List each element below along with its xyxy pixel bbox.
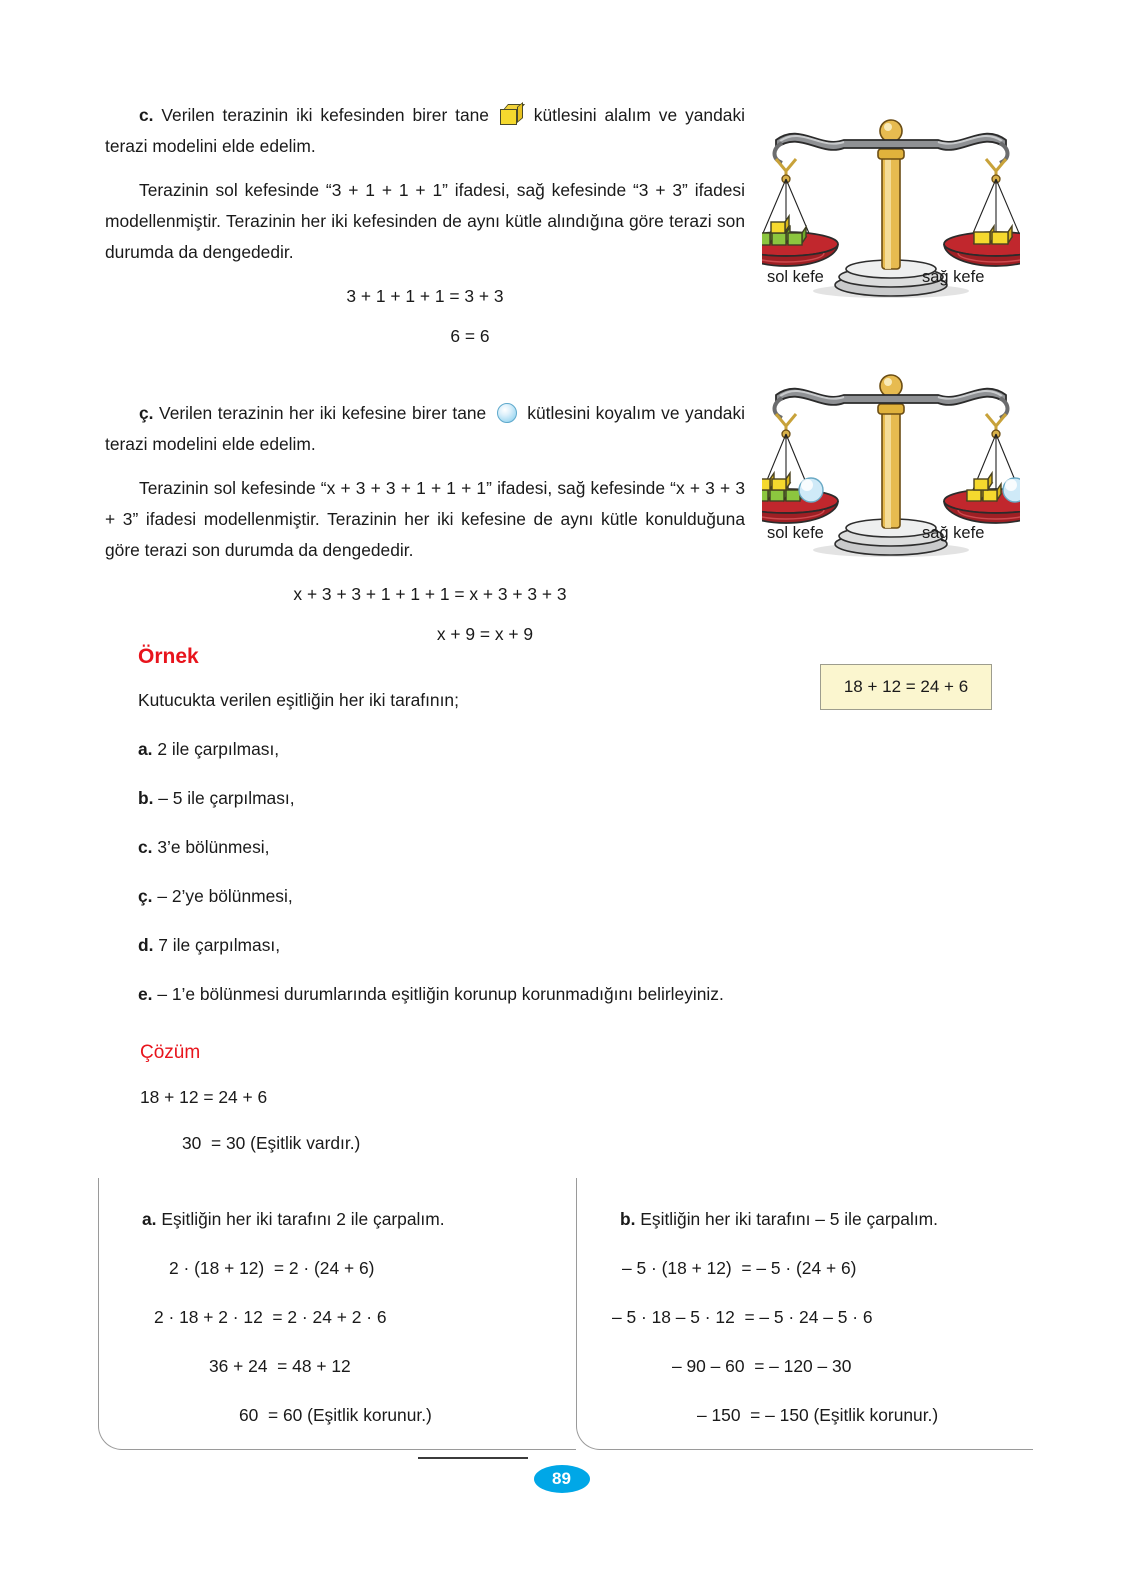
ornek-item-a [138,737,918,761]
solution-box-b-label: b. [620,1209,636,1229]
ornek-prompt: Kutucukta verilen eşitliğin her iki tarafının; [138,690,459,710]
ornek-item-a-label: a. [138,739,153,759]
ornek-item-e [138,982,918,1006]
ornek-heading: Örnek [138,645,199,668]
balance-scale-2 [762,360,1020,560]
paragraph-c-intro [105,100,745,162]
solution-box-b-step-2: – 5 · 18 – 5 · 12 = – 5 · 24 – 5 · 6 [612,1307,873,1327]
solution-box-a-label: a. [142,1209,157,1229]
equation-cc-1: x + 3 + 3 + 1 + 1 + 1 = x + 3 + 3 + 3 [293,584,567,604]
ornek-item-cc-text: – 2’ye bölünmesi, [152,886,293,906]
solution-box-a-step-1: 2 · (18 + 12) = 2 · (24 + 6) [169,1258,375,1278]
solution-box-b-step-4: – 150 = – 150 (Eşitlik korunur.) [697,1405,939,1425]
paragraph-cc-text-after: kütlesini koyalım ve yandaki terazi modelini elde edelim. [105,403,746,454]
ornek-item-d [138,933,918,957]
solution-box-a-step-2: 2 · 18 + 2 · 12 = 2 · 24 + 2 · 6 [154,1307,387,1327]
solution-box-b-step-3: – 90 – 60 = – 120 – 30 [672,1356,852,1376]
ornek-item-d-label: d. [138,935,154,955]
solution-box-b-head [577,1178,1033,1230]
ornek-item-c [138,835,918,859]
scale-1-left-label: sol kefe [767,268,824,286]
solution-box-b-head-text: Eşitliğin her iki tarafını – 5 ile çarpalım. [635,1209,938,1229]
equation-c-2: 6 = 6 [450,326,490,346]
item-label-cc: ç. [139,403,154,423]
scale-1-right-label: sağ kefe [922,268,985,286]
paragraph-c-text-before: Verilen terazinin iki kefesinden birer tane [153,105,497,125]
ornek-item-b-text: – 5 ile çarpılması, [153,788,295,808]
paragraph-cc-text-before: Verilen terazinin her iki kefesine birer tane [153,403,492,423]
solution-box-row [98,1178,1033,1450]
footer-rule [418,1457,528,1459]
cozum-body [140,1085,360,1177]
cozum-line-1: 18 + 12 = 24 + 6 [140,1087,268,1107]
cozum-heading: Çözüm [140,1042,201,1063]
item-label-c: c. [139,105,154,125]
ornek-item-a-text: 2 ile çarpılması, [152,739,280,759]
balance-scale-1 [762,105,1020,300]
solution-box-a-head-text: Eşitliğin her iki tarafını 2 ile çarpalım. [156,1209,445,1229]
main-text-column [105,100,745,650]
paragraph-c-explanation: Terazinin sol kefesinde “3 + 1 + 1 + 1” ifadesi, sağ kefesinde “3 + 3” ifadesi modellenmiştir. Terazinin her iki kefesinden de aynı kütle alındığına göre terazi son durumda da dengededir. [105,180,745,262]
solution-box-b [576,1178,1033,1450]
ornek-item-e-text: – 1’e bölünmesi durumlarında eşitliğin korunup korunmadığını belirleyiniz. [152,984,724,1004]
equation-callout-text: 18 + 12 = 24 + 6 [843,677,969,696]
ornek-item-cc [138,884,918,908]
ornek-item-c-text: 3’e bölünmesi, [152,837,270,857]
paragraph-cc-explanation: Terazinin sol kefesinde “x + 3 + 3 + 1 + 1 + 1” ifadesi, sağ kefesinde “x + 3 + 3 + 3” ifadesi modellenmiştir. Terazinin her iki kefesine de aynı kütle konulduğuna göre terazi son durumda da dengededir. [105,478,745,560]
paragraph-cc-intro [105,398,745,460]
equation-c-1: 3 + 1 + 1 + 1 = 3 + 3 [346,286,504,306]
scale-2-left-label: sol kefe [767,524,824,542]
ornek-item-b-label: b. [138,788,154,808]
ornek-item-c-label: c. [138,837,153,857]
solution-box-a-head [99,1178,576,1230]
solution-box-b-step-1: – 5 · (18 + 12) = – 5 · (24 + 6) [622,1258,857,1278]
solution-box-a [98,1178,576,1450]
solution-box-a-step-4: 60 = 60 (Eşitlik korunur.) [239,1405,432,1425]
yellow-cube-icon [500,104,523,126]
solution-box-a-step-3: 36 + 24 = 48 + 12 [209,1356,351,1376]
scale-2-right-label: sağ kefe [922,524,985,542]
ornek-item-d-text: 7 ile çarpılması, [153,935,281,955]
ornek-item-cc-label: ç. [138,886,153,906]
blue-sphere-icon [497,403,517,423]
cozum-line-2: 30 = 30 (Eşitlik vardır.) [182,1133,361,1153]
ornek-body [138,688,918,1031]
paragraph-c-text-after: kütlesini alalım ve yandaki terazi modelini elde edelim. [105,105,746,156]
ornek-item-e-label: e. [138,984,153,1004]
equation-cc-2: x + 9 = x + 9 [436,624,534,644]
ornek-item-b [138,786,918,810]
page-number-badge: 89 [534,1465,590,1493]
